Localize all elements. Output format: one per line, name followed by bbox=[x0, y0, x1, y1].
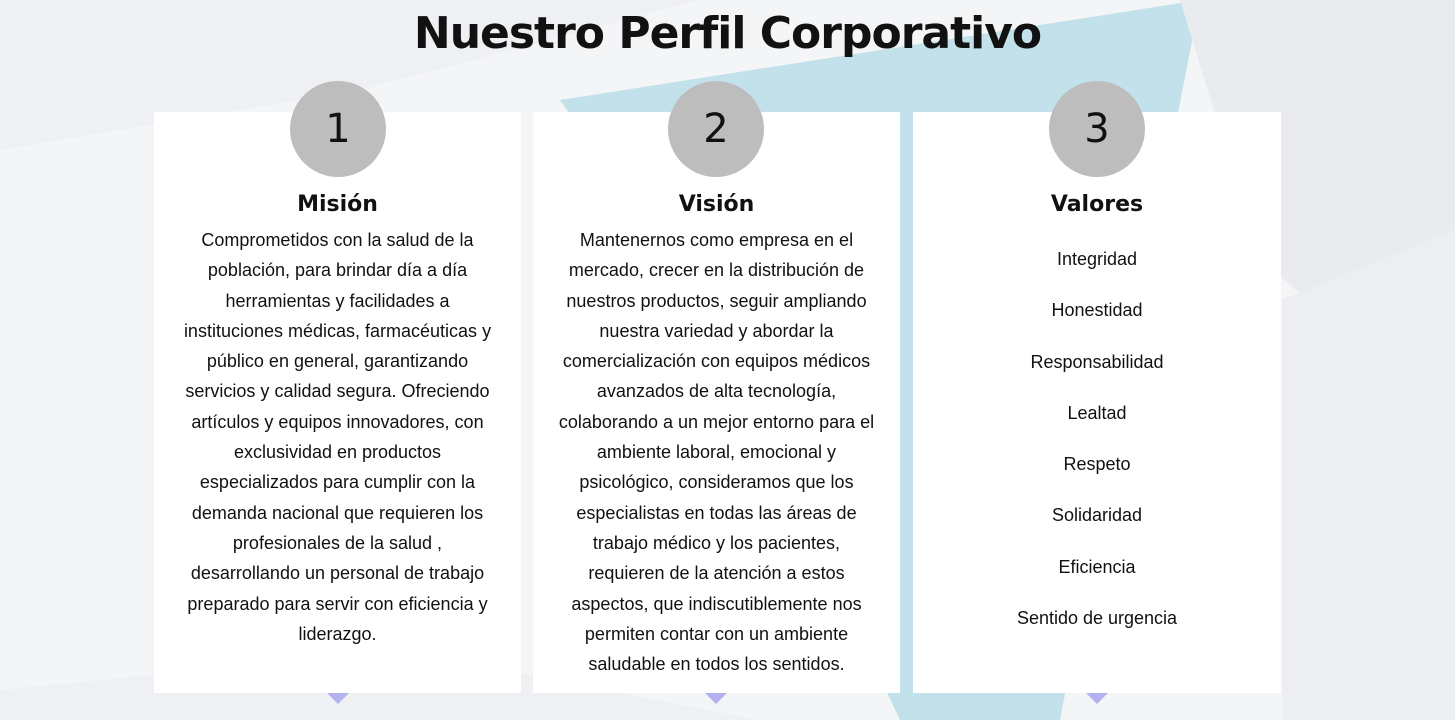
page-title: Nuestro Perfil Corporativo bbox=[413, 8, 1042, 59]
value-item: Eficiencia bbox=[1058, 556, 1136, 577]
mission-card bbox=[154, 112, 521, 693]
values-card bbox=[913, 112, 1281, 693]
vision-down-pointer-icon bbox=[705, 693, 727, 704]
mission-number-badge: 1 bbox=[290, 81, 386, 177]
values-number-badge: 3 bbox=[1049, 81, 1145, 177]
mission-text: Comprometidos con la salud de la población, para brindar día a día herramientas y facilidades a instituciones médicas, farmacéuticas y público en general, garantizando servicios y calidad segura. Ofreciendo artículos y equipos innovadores, con exclusividad en productos especializados para cumplir con la demanda nacional que requieren los profesionales de la salud , desarrollando un personal de trabajo preparado para servir con eficiencia y liderazgo. bbox=[183, 230, 492, 644]
values-list bbox=[913, 234, 1281, 644]
vision-heading: Visión bbox=[678, 192, 755, 217]
value-item: Sentido de urgencia bbox=[1016, 608, 1178, 629]
vision-number-badge: 2 bbox=[668, 81, 764, 177]
values-heading: Valores bbox=[1050, 192, 1144, 217]
value-item: Honestidad bbox=[1051, 300, 1143, 321]
value-item: Solidaridad bbox=[1051, 505, 1143, 526]
value-item: Lealtad bbox=[1067, 402, 1127, 423]
value-item: Integridad bbox=[1056, 249, 1138, 269]
vision-text: Mantenernos como empresa en el mercado, crecer en la distribución de nuestros productos, seguir ampliando nuestra variedad y abordar la comercialización con equipos médicos avanzados de alta tecnología, colaborando a un mejor entorno para el ambiente laboral, emocional y psicológico, consideramos que los especialistas en todas las áreas de trabajo médico y los pacientes, requieren de la atención a estos aspectos, que indiscutiblemente nos permiten contar con un ambiente saludable en todos los sentidos. bbox=[558, 230, 875, 675]
mission-down-pointer-icon bbox=[327, 693, 349, 704]
mission-heading: Misión bbox=[297, 192, 378, 217]
values-down-pointer-icon bbox=[1086, 693, 1108, 704]
value-item: Responsabilidad bbox=[1030, 351, 1164, 372]
value-item: Respeto bbox=[1063, 454, 1131, 475]
vision-card bbox=[533, 112, 900, 693]
